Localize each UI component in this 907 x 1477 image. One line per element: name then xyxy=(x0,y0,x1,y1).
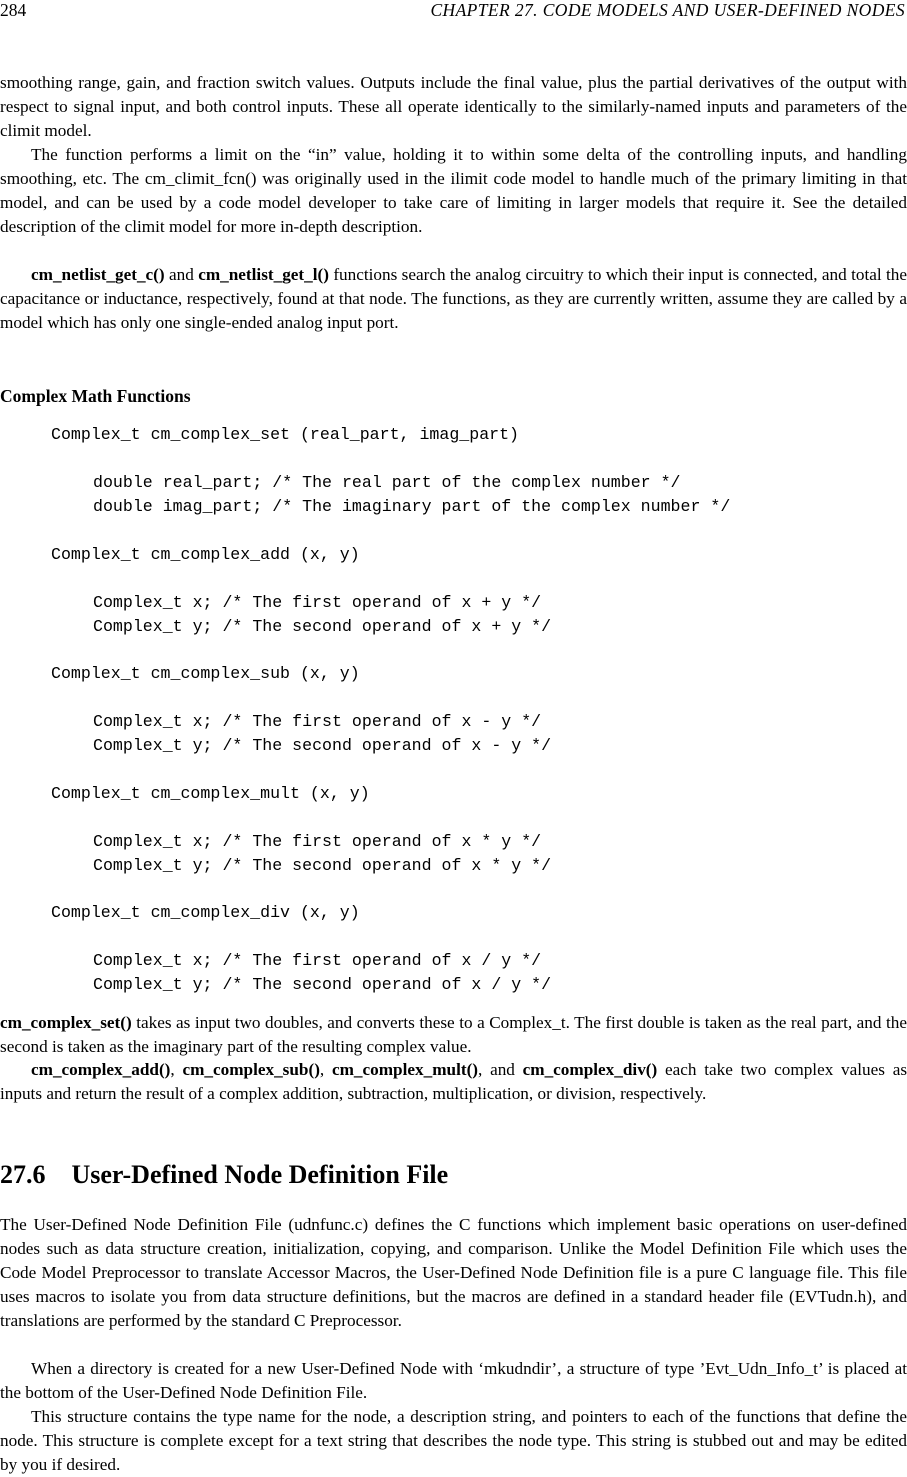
complex-math-heading: Complex Math Functions xyxy=(0,386,191,406)
section-paragraph-3: This structure contains the type name for the node, a description string, and pointers to each of the functions that define the node. This structure is complete except for a text string that describes the node type. This string is stubbed out and may be edited by you if desired. xyxy=(0,1407,907,1474)
complex-ops-separator-1: , xyxy=(170,1060,183,1079)
complex-set-fn: cm_complex_set() xyxy=(0,1013,132,1032)
code-line-div-arg-y: Complex_t y; /* The second operand of x / y */ xyxy=(93,975,552,994)
intro-p3-connector: and xyxy=(164,265,199,284)
complex-ops-separator-2: , xyxy=(319,1060,332,1079)
complex-set-description xyxy=(0,1011,907,1059)
intro-paragraph-1: smoothing range, gain, and fraction switch values. Outputs include the final value, plus the partial derivatives of the output with respect to signal input, and both control inputs. These all operate identically to the similarly-named inputs and parameters of the climit model. xyxy=(0,73,907,140)
complex-mult-fn: cm_complex_mult() xyxy=(331,1060,479,1079)
netlist-get-l-fn: cm_netlist_get_l() xyxy=(198,265,329,284)
section-paragraph-2: When a directory is created for a new User-Defined Node with ‘mkudndir’, a structure of type ’Evt_Udn_Info_t’ is placed at the bottom of the User-Defined Node Definition File. xyxy=(0,1359,907,1402)
code-line-add-signature: Complex_t cm_complex_add (x, y) xyxy=(51,545,360,564)
code-line-sub-arg-y: Complex_t y; /* The second operand of x - y */ xyxy=(93,736,552,755)
code-line-mult-signature: Complex_t cm_complex_mult (x, y) xyxy=(51,784,370,803)
code-line-div-arg-x: Complex_t x; /* The first operand of x / y */ xyxy=(93,951,542,970)
complex-div-fn: cm_complex_div() xyxy=(522,1060,658,1079)
code-line-div-signature: Complex_t cm_complex_div (x, y) xyxy=(51,903,360,922)
code-line-sub-signature: Complex_t cm_complex_sub (x, y) xyxy=(51,664,360,683)
page-header xyxy=(0,0,907,20)
complex-add-fn: cm_complex_add() xyxy=(31,1060,171,1079)
section-number: 27.6 xyxy=(0,1160,46,1189)
complex-set-desc-text: takes as input two doubles, and converts these to a Complex_t. The first double is taken as the real part, and the second is taken as the imaginary part of the resulting complex value. xyxy=(0,1013,907,1056)
code-line-set-signature: Complex_t cm_complex_set (real_part, imag_part) xyxy=(51,425,520,444)
intro-paragraph-2: The function performs a limit on the “in” value, holding it to within some delta of the controlling inputs, and handling smoothing, etc. The cm_climit_fcn() was originally used in the ilimit code model to handle much of the primary limiting in that model, and can be used by a code model developer to take care of limiting in larger models that require it. See the detailed description of the climit model for more in-depth description. xyxy=(0,145,907,236)
page-number: 284 xyxy=(0,0,27,20)
complex-sub-fn: cm_complex_sub() xyxy=(182,1060,320,1079)
intro-paragraph-3 xyxy=(0,263,907,335)
netlist-get-c-fn: cm_netlist_get_c() xyxy=(31,265,165,284)
complex-ops-desc-text: each take two complex values as inputs and return the result of a complex addition, subtraction, multiplication, or division, respectively. xyxy=(0,1060,907,1103)
complex-ops-description xyxy=(0,1058,907,1106)
section-paragraph-1: The User-Defined Node Definition File (udnfunc.c) defines the C functions which implement basic operations on user-defined nodes such as data structure creation, initialization, copying, and comparison. Unlike the Model Definition File which uses the Code Model Preprocessor to translate Accessor Macros, the User-Defined Node Definition file is a pure C language file. This file uses macros to isolate you from data structure definitions, but the macros are defined in a standard header file (EVTudn.h), and translations are performed by the standard C Preprocessor. xyxy=(0,1215,907,1330)
code-line-mult-arg-y: Complex_t y; /* The second operand of x * y */ xyxy=(93,856,552,875)
code-line-set-arg-imag: double imag_part; /* The imaginary part of the complex number */ xyxy=(93,497,731,516)
running-title: CHAPTER 27. CODE MODELS AND USER-DEFINED NODES xyxy=(430,0,905,20)
code-line-mult-arg-x: Complex_t x; /* The first operand of x * y */ xyxy=(93,832,542,851)
intro-p3-text: functions search the analog circuitry to which their input is connected, and total the capacitance or inductance, respectively, found at that node. The functions, as they are currently written, assume they are called by a model which has only one single-ended analog input port. xyxy=(0,265,907,332)
section-heading xyxy=(0,1160,448,1190)
code-line-sub-arg-x: Complex_t x; /* The first operand of x - y */ xyxy=(93,712,542,731)
code-line-set-arg-real: double real_part; /* The real part of the complex number */ xyxy=(93,473,681,492)
code-line-add-arg-y: Complex_t y; /* The second operand of x + y */ xyxy=(93,617,552,636)
complex-ops-separator-3: , and xyxy=(478,1060,523,1079)
code-line-add-arg-x: Complex_t x; /* The first operand of x + y */ xyxy=(93,593,542,612)
section-title: User-Defined Node Definition File xyxy=(71,1160,449,1189)
